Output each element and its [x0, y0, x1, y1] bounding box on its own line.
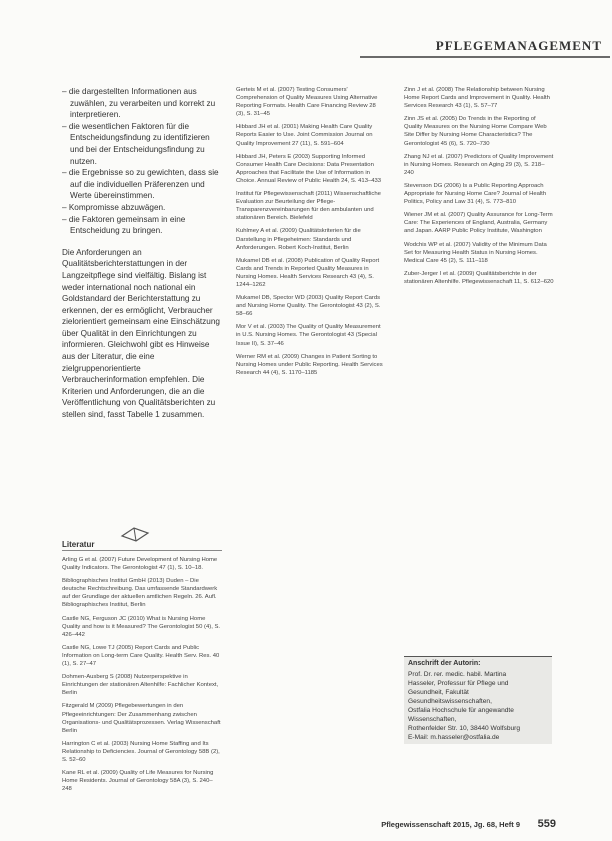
- author-line: Rothenfelder Str. 10, 38440 Wolfsburg: [408, 725, 521, 732]
- reference-item: Mukamel DB, Spector WD (2003) Quality Report Cards and Nursing Home Quality. The Gerontologist 43 (2), S. 58–66: [236, 295, 381, 318]
- author-line: Gesundheit, Fakultät Gesundheitswissenschaften,: [408, 689, 492, 705]
- reference-item: Mukamel DB et al. (2008) Publication of Quality Report Cards and Trends in Reported Quality Measures in Nursing Homes. Health Services Research 43 (4), S. 1244–1262: [236, 257, 380, 288]
- reference-column-3: [404, 86, 554, 291]
- literature-title: Literatur: [62, 540, 95, 549]
- reference-item: Castle NG, Lowe TJ (2005) Report Cards and Public Information on Long-term Care Quality. Health Serv. Res. 40 (1), S. 27–47: [62, 644, 220, 668]
- reference-item: Hibbard JH, Peters E (2003) Supporting Informed Consumer Health Care Decisions: Data Presentation Approaches that Facilitate the Use of Information in Choice. Annual Review of Public Health 24, S. 413–433: [236, 153, 382, 184]
- reference-item: Castle NG, Ferguson JC (2010) What is Nursing Home Quality and how is it Measured? The Gerontologist 50 (4), S. 426–442: [62, 615, 221, 638]
- page-header: [360, 34, 612, 58]
- list-item: – Kompromisse abzuwägen.: [62, 202, 222, 214]
- reference-item: Wiener JM et al. (2007) Quality Assurance for Long-Term Care: The Experiences of England, Australia, Germany and Japan. AARP Public Policy Institute, Washington: [404, 212, 553, 235]
- reference-item: Zinn J et al. (2008) The Relationship between Nursing Home Report Cards and Improvement in Quality. Health Services Research 43 (1), S. 57–77: [404, 87, 550, 110]
- literature-rule: [62, 550, 222, 551]
- reference-column-2: [236, 86, 386, 382]
- reference-item: Bibliographisches Institut GmbH (2013) Duden – Die deutsche Rechtschreibung. Das umfassende Standardwerk auf der Grundlage der aktuellen amtlichen Regeln. 26. Aufl. Bibliographisches Institut, Berlin: [62, 578, 218, 609]
- author-address-box: [404, 656, 552, 744]
- main-text-column: [62, 86, 222, 428]
- reference-item: Zinn JS et al. (2005) Do Trends in the Reporting of Quality Measures on the Nursing Home Compare Web Site Differ by Nursing Home Characteristics? The Gerontologist 45 (6), S. 720–730: [404, 116, 547, 147]
- list-item: – die Faktoren gemeinsam in eine Entscheidung zu bringen.: [62, 214, 222, 237]
- list-item: – die wesentlichen Faktoren für die Entscheidungsfindung zu identifizieren und bei der Entscheidungsfindung zu nutzen.: [62, 121, 222, 167]
- reference-item: Harrington C et al. (2003) Nursing Home Staffing and Its Relationship to Deficiencies. Journal of Gerontology 58B (2), S. 52–60: [62, 740, 220, 763]
- bullet-list: [62, 86, 222, 237]
- page-number: 559: [537, 818, 556, 830]
- list-item: – die dargestellten Informationen aus zuwählen, zu verarbeiten und korrekt zu interpretieren.: [62, 86, 222, 121]
- reference-item: Kane RL et al. (2009) Quality of Life Measures for Nursing Home Residents. Journal of Gerontology 58A (3), S. 240–248: [62, 770, 214, 793]
- reference-item: Dohmen-Ausberg S (2008) Nutzerperspektive in Einrichtungen der stationären Altenhilfe: Fachlicher Kontext, Berlin: [62, 674, 219, 697]
- reference-list: [62, 556, 222, 798]
- reference-item: Werner RM et al. (2009) Changes in Patient Sorting to Nursing Homes under Public Reporting. Health Services Research 44 (4), S. 1170–1185: [236, 353, 383, 376]
- reference-item: Arling G et al. (2007) Future Development of Nursing Home Quality Indicators. The Gerontologist 47 (1), S. 10–18.: [62, 557, 218, 572]
- section-title: PFLEGEMANAGEMENT: [435, 38, 602, 53]
- author-box-heading: Anschrift der Autorin:: [408, 660, 481, 667]
- author-email[interactable]: E-Mail: m.hasseler@ostfalia.de: [408, 734, 500, 741]
- author-line: Ostfalia Hochschule für angewandte Wissenschaften,: [408, 707, 514, 723]
- header-rule: [360, 56, 610, 58]
- literature-heading: [62, 528, 222, 550]
- reference-item: Hibbard JH et al. (2001) Making Health Care Quality Reports Easier to Use. Joint Commission Journal on Quality Improvement 27 (11), S. 591–604: [236, 124, 373, 147]
- body-paragraph: Die Anforderungen an Qualitätsberichterstattungen in der Langzeitpflege sind vielfältig. Bislang ist weder international noch national ein Goldstandard der Berichterstattung zu erkennen, der es ermöglicht, Verbraucher zielorientiert gemeinsam eine Einschätzung über Qualität in den Einrichtungen zu informieren. Gleichwohl gibt es Hinweise aus der Literatur, die eine zielgruppenorientierte Verbraucherinformation empfehlen. Die Kriterien und Anforderungen, die an die Veröffentlichung von Qualitätsberichten zu stellen sind, fasst Tabelle 1 zusammen.: [62, 247, 220, 420]
- page-footer: [380, 818, 560, 832]
- reference-item: Zhang NJ et al. (2007) Predictors of Quality Improvement in Nursing Homes. Research on Aging 29 (3), S. 218–240: [404, 153, 554, 176]
- reference-item: Wodchis WP et al. (2007) Validity of the Minimum Data Set for Measuring Health Status in Nursing Homes. Medical Care 45 (2), S. 111–118: [404, 241, 547, 264]
- list-item: – die Ergebnisse so zu gewichten, dass sie auf die individuellen Präferenzen und Werte übereinstimmen.: [62, 167, 222, 202]
- reference-item: Gerteis M et al. (2007) Testing Consumers' Comprehension of Quality Measures Using Alternative Reporting Formats. Health Care Financing Review 28 (3), S. 31–45: [236, 87, 378, 118]
- reference-item: Fitzgerald M (2009) Pflegebewertungen in den Pflegeeinrichtungen: Der Zusammenhang zwischen Organisations- und Qualitätsprozessen. Verlag Wissenschaft Berlin: [62, 703, 221, 734]
- author-line: Hasseler, Professur für Pflege und: [408, 680, 509, 687]
- reference-item: Stevenson DG (2006) Is a Public Reporting Approach Appropriate for Nursing Home Care? Journal of Health Politics, Policy and Law 31 (4), S. 773–810: [404, 182, 547, 206]
- book-icon: [120, 524, 150, 542]
- journal-citation: Pflegewissenschaft 2015, Jg. 68, Heft 9: [381, 820, 520, 829]
- reference-item: Mor V et al. (2003) The Quality of Quality Measurement in U.S. Nursing Homes. The Gerontologist 43 (Special Issue II), S. 37–46: [236, 324, 381, 347]
- author-line: Prof. Dr. rer. medic. habil. Martina: [408, 671, 507, 678]
- reference-item: Zuber-Jerger I et al. (2009) Qualitätsberichte in der stationären Altenhilfe. Pflegewissenschaft 11, S. 612–620: [404, 270, 554, 285]
- reference-item: Institut für Pflegewissenschaft (2011) Wissenschaftliche Evaluation zur Beurteilung der Pflege-Transparenzvereinbarungen für den ambulanten und stationären Bereich. Bielefeld: [236, 191, 381, 222]
- reference-item: Kuhlmey A et al. (2009) Qualitätskriterien für die Darstellung in Pflegeheimen: Standards und Anforderungen. Robert Koch-Institut, Berlin: [236, 228, 361, 251]
